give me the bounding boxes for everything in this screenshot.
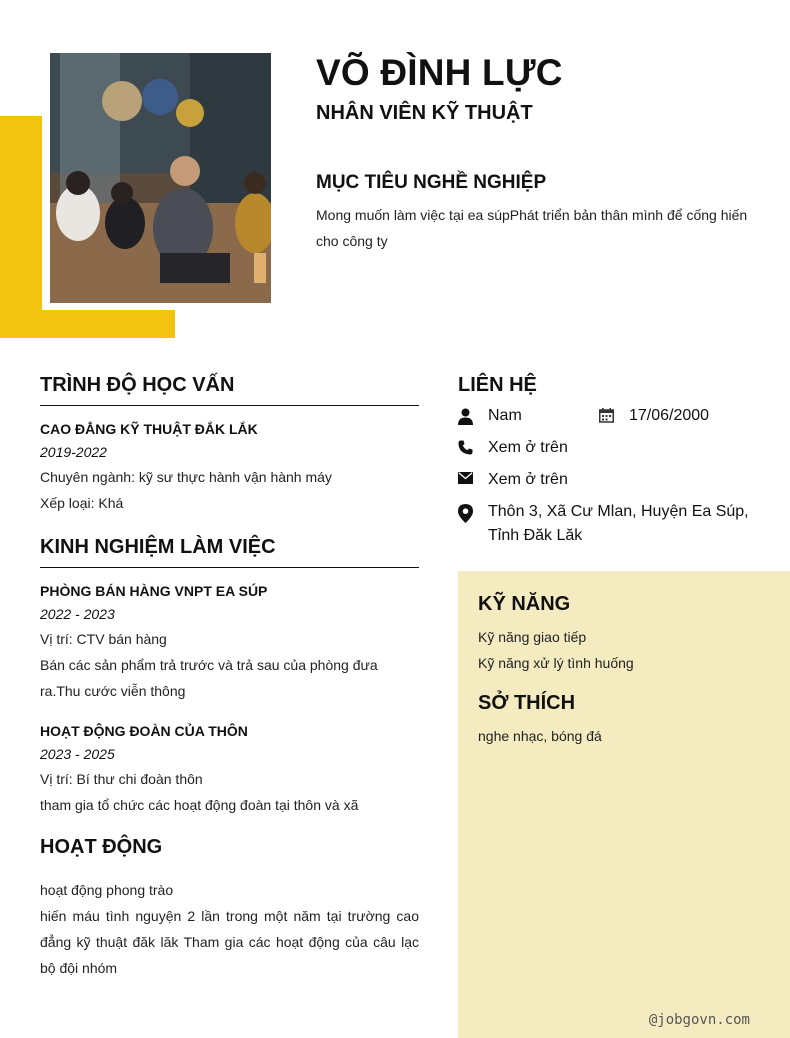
experience-description: tham gia tổ chức các hoạt động đoàn tại thôn và xã	[40, 797, 359, 813]
experience-description: Bán các sản phẩm trả trước và trả sau của phòng đưa ra.Thu cước viễn thông	[40, 657, 378, 699]
objective-heading: MỤC TIÊU NGHỀ NGHIỆP	[316, 172, 547, 193]
school-name: CAO ĐẲNG KỸ THUẬT ĐẮK LẮK	[40, 421, 258, 437]
profile-photo	[50, 53, 271, 303]
experience-entry	[40, 720, 419, 818]
skills-section	[478, 593, 770, 676]
education-section	[40, 374, 419, 516]
company-name: PHÒNG BÁN HÀNG VNPT EA SÚP	[40, 583, 268, 599]
contact-email	[458, 468, 568, 492]
experience-section	[40, 536, 419, 818]
contact-heading: LIÊN HỆ	[458, 374, 537, 396]
experience-period: 2023 - 2025	[40, 746, 115, 762]
mail-icon	[458, 468, 488, 484]
education-entry	[40, 418, 419, 516]
side-panel	[458, 571, 790, 1038]
contact-phone	[458, 436, 568, 460]
objective-text: Mong muốn làm việc tại ea súpPhát triển bản thân mình để cống hiến cho công ty	[316, 207, 748, 249]
education-years: 2019-2022	[40, 444, 107, 460]
experience-period: 2022 - 2023	[40, 606, 115, 622]
left-column	[40, 374, 419, 981]
company-name: HOẠT ĐỘNG ĐOÀN CỦA THÔN	[40, 723, 248, 739]
calendar-icon	[599, 404, 629, 423]
hobbies-text: nghe nhạc, bóng đá	[478, 728, 602, 744]
experience-entry	[40, 580, 419, 704]
activities-section	[40, 836, 419, 981]
activity-entry	[40, 877, 419, 981]
activity-description: hiến máu tình nguyện 2 lần trong một năm tại trường cao đẳng kỹ thuật đăk lăk Tham gia các hoạt động của câu lạc bộ đội nhóm	[40, 908, 419, 976]
activities-heading: HOẠT ĐỘNG	[40, 836, 163, 858]
accent-bar-vertical	[0, 116, 42, 338]
contact-address	[458, 500, 758, 548]
education-grade: Xếp loại: Khá	[40, 495, 124, 511]
education-major: Chuyên ngành: kỹ sư thực hành vận hành máy	[40, 469, 332, 485]
skill-item: Kỹ năng xử lý tình huống	[478, 655, 634, 671]
location-pin-icon	[458, 500, 488, 523]
hobbies-section	[478, 692, 770, 749]
experience-heading: KINH NGHIỆM LÀM VIỆC	[40, 536, 419, 568]
address-value: Thôn 3, Xã Cư Mlan, Huyện Ea Súp, Tỉnh Đăk Lăk	[488, 503, 749, 544]
email-value: Xem ở trên	[488, 471, 568, 488]
gender-value: Nam	[488, 407, 522, 424]
experience-position: Vị trí: Bí thư chi đoàn thôn	[40, 771, 203, 787]
person-icon	[458, 404, 488, 425]
education-heading: TRÌNH ĐỘ HỌC VẤN	[40, 374, 419, 406]
candidate-name: VÕ ĐÌNH LỰC	[316, 52, 563, 93]
job-title: NHÂN VIÊN KỸ THUẬT	[316, 102, 533, 124]
skills-heading: KỸ NĂNG	[478, 593, 571, 615]
phone-value: Xem ở trên	[488, 439, 568, 456]
experience-position: Vị trí: CTV bán hàng	[40, 631, 167, 647]
phone-icon	[458, 436, 488, 455]
activity-title: hoạt động phong trào	[40, 882, 174, 898]
hobbies-heading: SỞ THÍCH	[478, 692, 576, 714]
skill-item: Kỹ năng giao tiếp	[478, 629, 587, 645]
accent-bar-horizontal	[0, 310, 175, 338]
birthday-value: 17/06/2000	[629, 407, 710, 424]
contact-birthday	[599, 404, 709, 428]
contact-gender	[458, 404, 522, 428]
watermark: @jobgovn.com	[648, 1012, 750, 1028]
